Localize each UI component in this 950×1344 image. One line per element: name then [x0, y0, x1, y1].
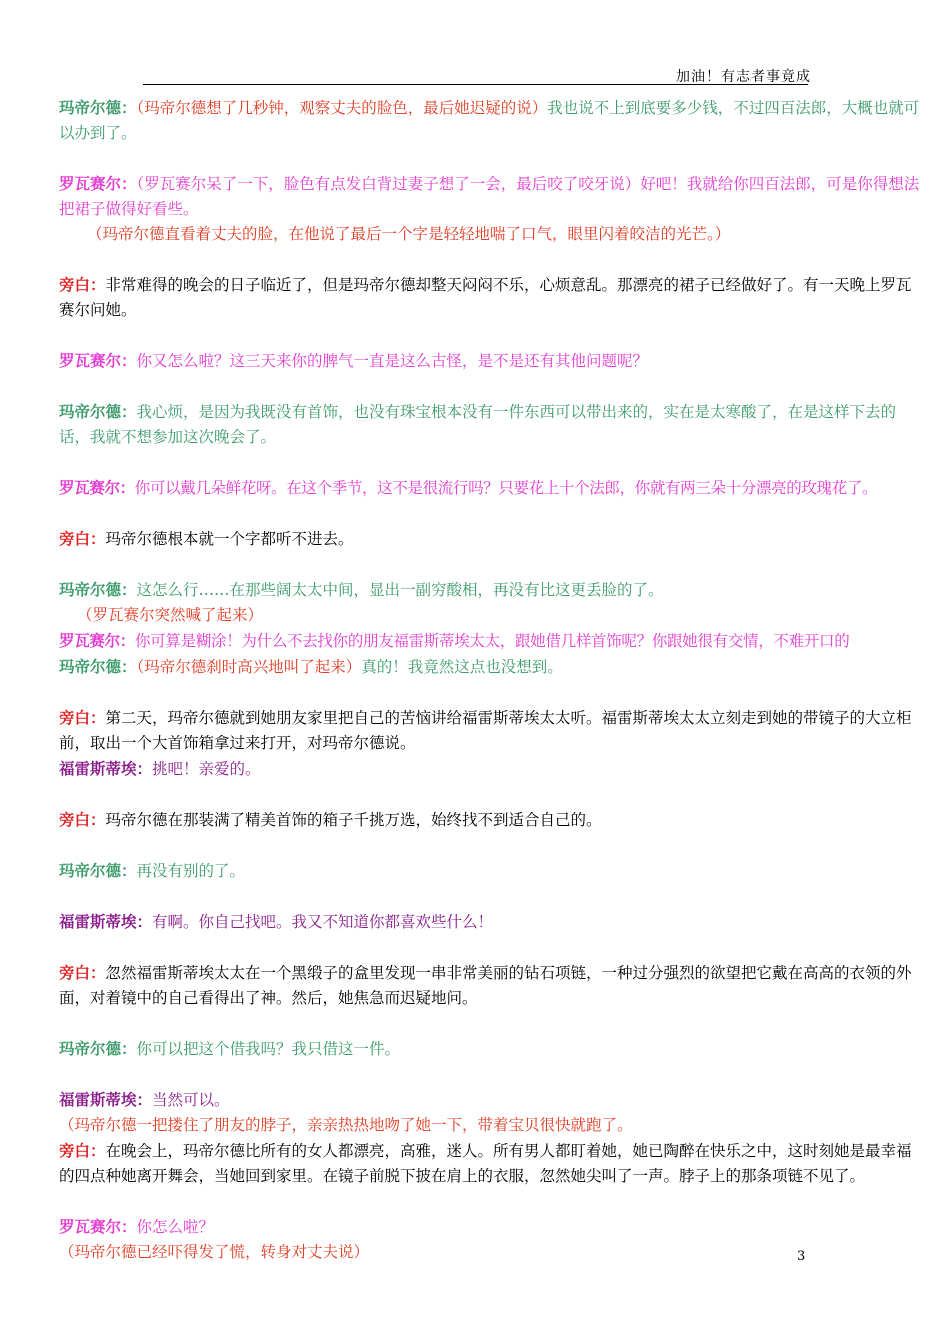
dialogue-line [59, 858, 925, 884]
dialogue-text: 你可以把这个借我吗？我只借这一件。 [136, 1040, 401, 1058]
dialogue-line [59, 628, 925, 654]
stage-direction: （罗瓦赛尔呆了一下，脸色有点发白背过妻子想了一会，最后咬了咬牙说） [136, 175, 641, 193]
dialogue-text: 你可算是糊涂！为什么不去找你的朋友福雷斯蒂埃太太，跟她借几样首饰呢？你跟她很有交情，不难开口的 [135, 632, 850, 650]
dialogue-text: 好吧！我就给你四百法郎，可是你得想法把裙子做得好看些。 [59, 175, 920, 218]
stage-direction-line: （玛帝尔德一把搂住了朋友的脖子，亲亲热热地吻了她一下，带着宝贝很快就跑了。 [59, 1116, 633, 1134]
stage-direction: （玛帝尔德刹时高兴地叫了起来） [136, 658, 362, 676]
dialogue-line [59, 348, 925, 374]
dialogue-line [59, 1036, 925, 1062]
narration-line [59, 272, 925, 323]
dialogue-text: 这怎么行……在那些阔太太中间，显出一副穷酸相，再没有比这更丢脸的了。 [136, 581, 664, 599]
page-number: 3 [797, 1249, 806, 1264]
speaker-label: 玛帝尔德： [59, 580, 137, 599]
dialogue-text: 真的！我竟然这点也没想到。 [361, 658, 563, 676]
speaker-label: 福雷斯蒂埃： [59, 1090, 153, 1109]
narration-text: 在晚会上，玛帝尔德比所有的女人都漂亮，高雅，迷人。所有男人都盯着她，她已陶醉在快乐之中，这时刻她是最幸福的四点种她离开舞会，当她回到家里。在镜子前脱下披在肩上的衣服，忽然她尖叫了一声。脖子上的那条项链不见了。 [59, 1142, 912, 1185]
speaker-label: 罗瓦赛尔： [59, 351, 137, 370]
dialogue-line [59, 399, 925, 450]
speaker-label: 玛帝尔德： [59, 861, 137, 880]
speaker-label: 罗瓦赛尔： [59, 174, 137, 193]
speaker-label: 旁白： [59, 275, 106, 294]
dialogue-line [59, 1214, 925, 1240]
dialogue-text: 你又怎么啦？这三天来你的脾气一直是这么古怪，是不是还有其他问题呢？ [136, 352, 649, 370]
speaker-label: 玛帝尔德： [59, 98, 137, 117]
script-body [59, 95, 925, 1265]
dialogue-line [59, 909, 925, 935]
narration-line [59, 526, 925, 552]
dialogue-text: 挑吧！亲爱的。 [152, 760, 261, 778]
speaker-label: 旁白： [59, 810, 106, 829]
dialogue-line [59, 95, 925, 146]
dialogue-text: 我也说不上到底要多少钱，不过四百法郎，大概也就可以办到了。 [59, 99, 920, 142]
speaker-label: 福雷斯蒂埃： [59, 912, 153, 931]
dialogue-text: 有啊。你自己找吧。我又不知道你都喜欢些什么！ [152, 913, 494, 931]
narration-text: 非常难得的晚会的日子临近了，但是玛帝尔德却整天闷闷不乐，心烦意乱。那漂亮的裙子已经做好了。有一天晚上罗瓦赛尔问她。 [59, 276, 912, 319]
dialogue-text: 再没有别的了。 [136, 862, 246, 880]
speaker-label: 玛帝尔德： [59, 657, 137, 676]
speaker-label: 罗瓦赛尔： [59, 1217, 137, 1236]
speaker-label: 旁白： [59, 708, 106, 727]
speaker-label: 旁白： [59, 1141, 106, 1160]
dialogue-text: 你可以戴几朵鲜花呀。在这个季节，这不是很流行吗？只要花上十个法郎，你就有两三朵十分漂亮的玫瑰花了。 [134, 479, 878, 497]
dialogue-line [59, 1087, 925, 1113]
stage-direction-line: （罗瓦赛尔突然喊了起来） [77, 606, 264, 624]
narration-line [59, 705, 925, 756]
dialogue-text: 我心烦，是因为我既没有首饰，也没有珠宝根本没有一件东西可以带出来的，实在是太寒酸了，在是这样下去的话，我就不想参加这次晚会了。 [59, 403, 897, 446]
dialogue-line [59, 756, 925, 782]
speaker-label: 福雷斯蒂埃： [59, 759, 153, 778]
narration-text: 忽然福雷斯蒂埃太太在一个黑缎子的盒里发现一串非常美丽的钻石项链，一种过分强烈的欲望把它戴在高高的衣领的外面，对着镜中的自己看得出了神。然后，她焦急而迟疑地问。 [59, 964, 912, 1007]
dialogue-line [59, 577, 925, 603]
narration-text: 玛帝尔德根本就一个字都听不进去。 [105, 530, 354, 548]
speaker-label: 玛帝尔德： [59, 1039, 137, 1058]
speaker-label: 玛帝尔德： [59, 402, 137, 421]
speaker-label: 罗瓦赛尔： [59, 478, 135, 497]
narration-line [59, 807, 925, 833]
dialogue-line [59, 475, 925, 501]
header-rule [143, 84, 808, 85]
stage-direction: （玛帝尔德想了几秒钟，观察丈夫的脸色，最后她迟疑的说） [136, 99, 548, 117]
narration-text: 玛帝尔德在那装满了精美首饰的箱子千挑万选，始终找不到适合自己的。 [105, 811, 602, 829]
speaker-label: 罗瓦赛尔： [59, 631, 136, 650]
stage-direction-line: （玛帝尔德已经吓得发了慌，转身对丈夫说） [59, 1243, 370, 1261]
narration-text: 第二天，玛帝尔德就到她朋友家里把自己的苦恼讲给福雷斯蒂埃太太听。福雷斯蒂埃太太立刻走到她的带镜子的大立柜前，取出一个大首饰箱拿过来打开，对玛帝尔德说。 [59, 709, 912, 752]
stage-direction-line: （玛帝尔德直看着丈夫的脸，在他说了最后一个字是轻轻地喘了口气，眼里闪着皎洁的光芒。） [87, 225, 731, 243]
narration-line [59, 1138, 925, 1189]
speaker-label: 旁白： [59, 963, 106, 982]
speaker-label: 旁白： [59, 529, 106, 548]
dialogue-line [59, 654, 925, 680]
dialogue-text: 你怎么啦？ [136, 1218, 215, 1236]
narration-line [59, 960, 925, 1011]
header-motto: 加油！有志者事竟成 [676, 69, 811, 85]
dialogue-line [59, 171, 925, 222]
dialogue-text: 当然可以。 [152, 1091, 230, 1109]
